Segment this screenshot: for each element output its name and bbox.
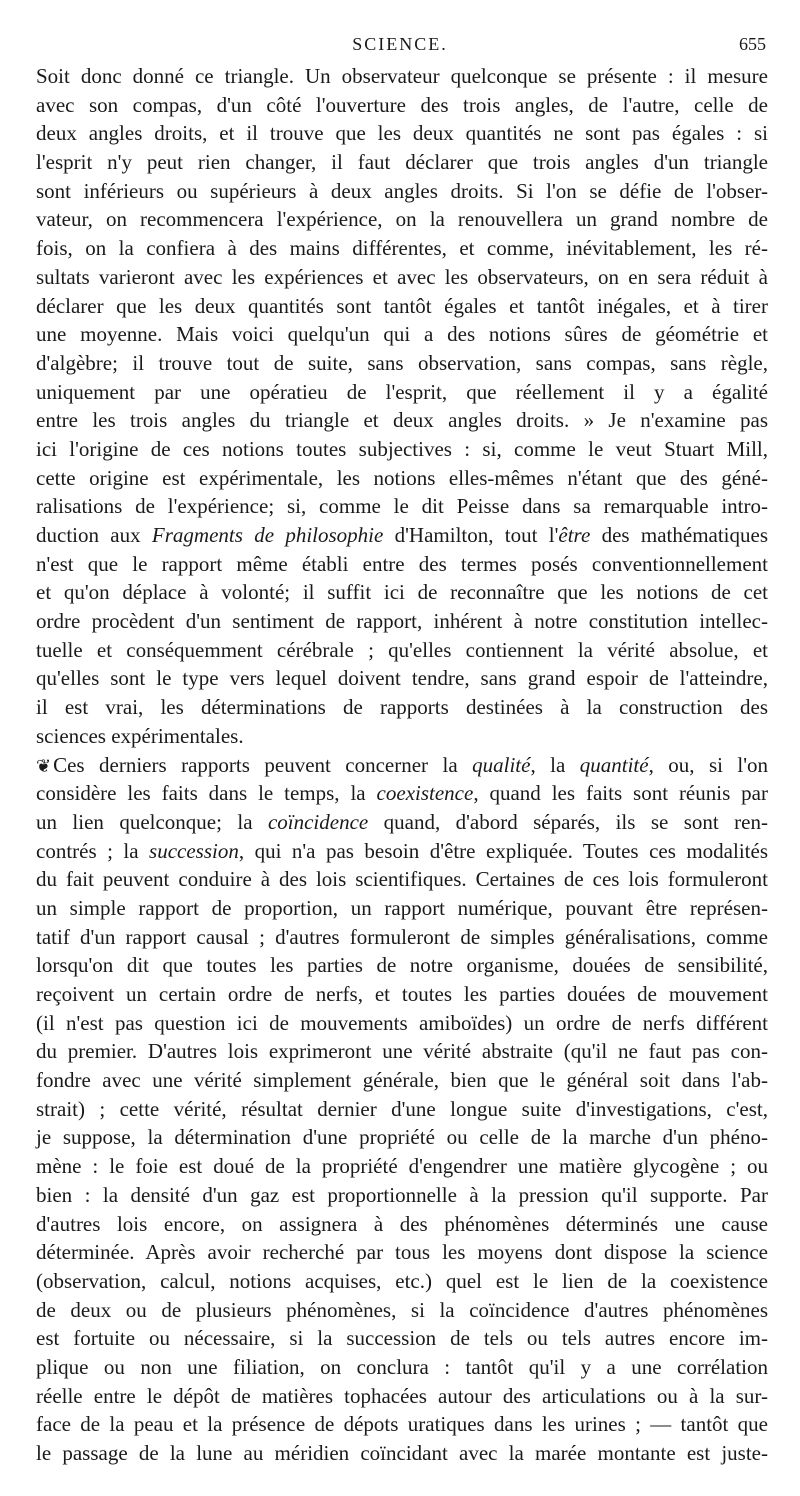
text-line: strait) ; cette vérité, résultat dernier d'une longue suite d'investigations, c'est,	[36, 1096, 768, 1121]
text-line: du premier. D'autres lois exprimeront une vérité abstraite (qu'il ne faut pas con-	[36, 1039, 768, 1064]
text-line: déterminée. Après avoir recherché par tous les moyens dont dispose la science	[36, 1240, 768, 1265]
text-line: uniquement par une opératieu de l'esprit, que réellement il y a égalité	[36, 379, 768, 404]
running-title: SCIENCE.	[352, 34, 448, 54]
text-line: tatif d'un rapport causal ; d'autres formuleront de simples généralisations, comme	[36, 924, 768, 949]
fleuron-icon: ❦	[36, 755, 52, 776]
text-line: bien : la densité d'un gaz est proportionnelle à la pression qu'il supporte. Par	[36, 1182, 768, 1207]
text-line: ordre procèdent d'un sentiment de rapport, inhérent à notre constitution intellec-	[36, 609, 768, 634]
text-line: plique ou non une filiation, on conclura : tantôt qu'il y a une corrélation	[36, 1354, 768, 1379]
text-line: avec son compas, d'un côté l'ouverture des trois angles, de l'autre, celle de	[36, 92, 768, 117]
page-number: 655	[739, 34, 766, 54]
text-line: face de la peau et la présence de dépots uratiques dans les urines ; — tantôt que	[36, 1412, 768, 1437]
text-line: l'esprit n'y peut rien changer, il faut déclarer que trois angles d'un triangle	[36, 150, 768, 175]
text-line-italic: duction aux Fragments de philosophie d'Hamilton, tout l'être des mathématiques	[36, 523, 769, 547]
text-line: d'autres lois encore, on assignera à des phénomènes déterminés une cause	[36, 1211, 768, 1236]
text-line-italic: un lien quelconque; la coïncidence quand, d'abord séparés, ils se sont ren-	[36, 809, 768, 834]
text-line: n'est que le rapport même établi entre des termes posés conventionnellement	[36, 551, 768, 576]
text-line: il est vrai, les déterminations de rapports destinées à la construction des	[36, 695, 768, 720]
text-line: sont inférieurs ou supérieurs à deux angles droits. Si l'on se défie de l'obser-	[36, 178, 768, 203]
text-line: de deux ou de plusieurs phénomènes, si la coïncidence d'autres phénomènes	[36, 1297, 768, 1322]
paragraph-start-line: ❦Ces derniers rapports peuvent concerner la qualité, la quantité, ou, si l'on	[36, 752, 769, 777]
text-line: est fortuite ou nécessaire, si la succession de tels ou tels autres encore im-	[36, 1326, 768, 1351]
text-line: Soit donc donné ce triangle. Un observateur quelconque se présente : il mesure	[36, 64, 768, 88]
text-line: (il n'est pas question ici de mouvements amiboïdes) un ordre de nerfs différent	[36, 1010, 768, 1035]
text-line: tuelle et conséquemment cérébrale ; qu'elles contiennent la vérité absolue, et	[36, 637, 768, 662]
text-line: entre les trois angles du triangle et deux angles droits. » Je n'examine pas	[36, 408, 768, 433]
text-line: mène : le foie est doué de la propriété d'engendrer une matière glycogène ; ou	[36, 1154, 768, 1179]
text-line: lorsqu'on dit que toutes les parties de notre organisme, douées de sensibilité,	[36, 953, 768, 978]
text-line: une moyenne. Mais voici quelqu'un qui a des notions sûres de géométrie et	[36, 322, 768, 347]
text-line: qu'elles sont le type vers lequel doivent tendre, sans grand espoir de l'atteindre,	[36, 666, 768, 691]
text-line: du fait peuvent conduire à des lois scientifiques. Certaines de ces lois formuleront	[36, 867, 768, 892]
text-line: reçoivent un certain ordre de nerfs, et toutes les parties douées de mouvement	[36, 982, 768, 1006]
text-line-italic: considère les faits dans le temps, la coexistence, quand les faits sont réunis par	[36, 781, 768, 806]
text-line-italic: contrés ; la succession, qui n'a pas besoin d'être expliquée. Toutes ces modalités	[36, 838, 769, 863]
body-text	[36, 62, 768, 1496]
text-line: (observation, calcul, notions acquises, etc.) quel est le lien de la coexistence	[36, 1268, 768, 1293]
text-line: cette origine est expérimentale, les notions elles-mêmes n'étant que des géné-	[36, 465, 768, 490]
running-head	[0, 34, 800, 58]
text-line: sciences expérimentales.	[36, 723, 244, 748]
text-line: vateur, on recommencera l'expérience, on la renouvellera un grand nombre de	[36, 207, 768, 232]
text-line: fois, on la confiera à des mains différentes, et comme, inévitablement, les ré-	[36, 236, 768, 261]
text-line: je suppose, la détermination d'une propriété ou celle de la marche d'un phéno-	[36, 1125, 768, 1150]
text-line	[36, 1468, 768, 1496]
text-line: un simple rapport de proportion, un rapport numérique, pouvant être représen-	[36, 895, 768, 920]
text-line: et qu'on déplace à volonté; il suffit ici de reconnaître que les notions de cet	[36, 580, 768, 605]
text-line: ralisations de l'expérience; si, comme le dit Peisse dans sa remarquable intro-	[36, 494, 768, 519]
text-line: ici l'origine de ces notions toutes subjectives : si, comme le veut Stuart Mill,	[36, 436, 768, 461]
text-line: réelle entre le dépôt de matières tophacées autour des articulations ou à la sur-	[36, 1383, 768, 1408]
text-line: le passage de la lune au méridien coïncidant avec la marée montante est juste-	[36, 1441, 768, 1465]
text-line: déclarer que les deux quantités sont tantôt égales et tantôt inégales, et à tirer	[36, 293, 768, 318]
text-line: fondre avec une vérité simplement générale, bien que le général soit dans l'ab-	[36, 1068, 768, 1093]
text-line: deux angles droits, et il trouve que les deux quantités ne sont pas égales : si	[36, 121, 768, 146]
text-line: d'algèbre; il trouve tout de suite, sans observation, sans compas, sans règle,	[36, 350, 768, 375]
text-line: sultats varieront avec les expériences et avec les observateurs, on en sera réduit à	[36, 264, 768, 289]
